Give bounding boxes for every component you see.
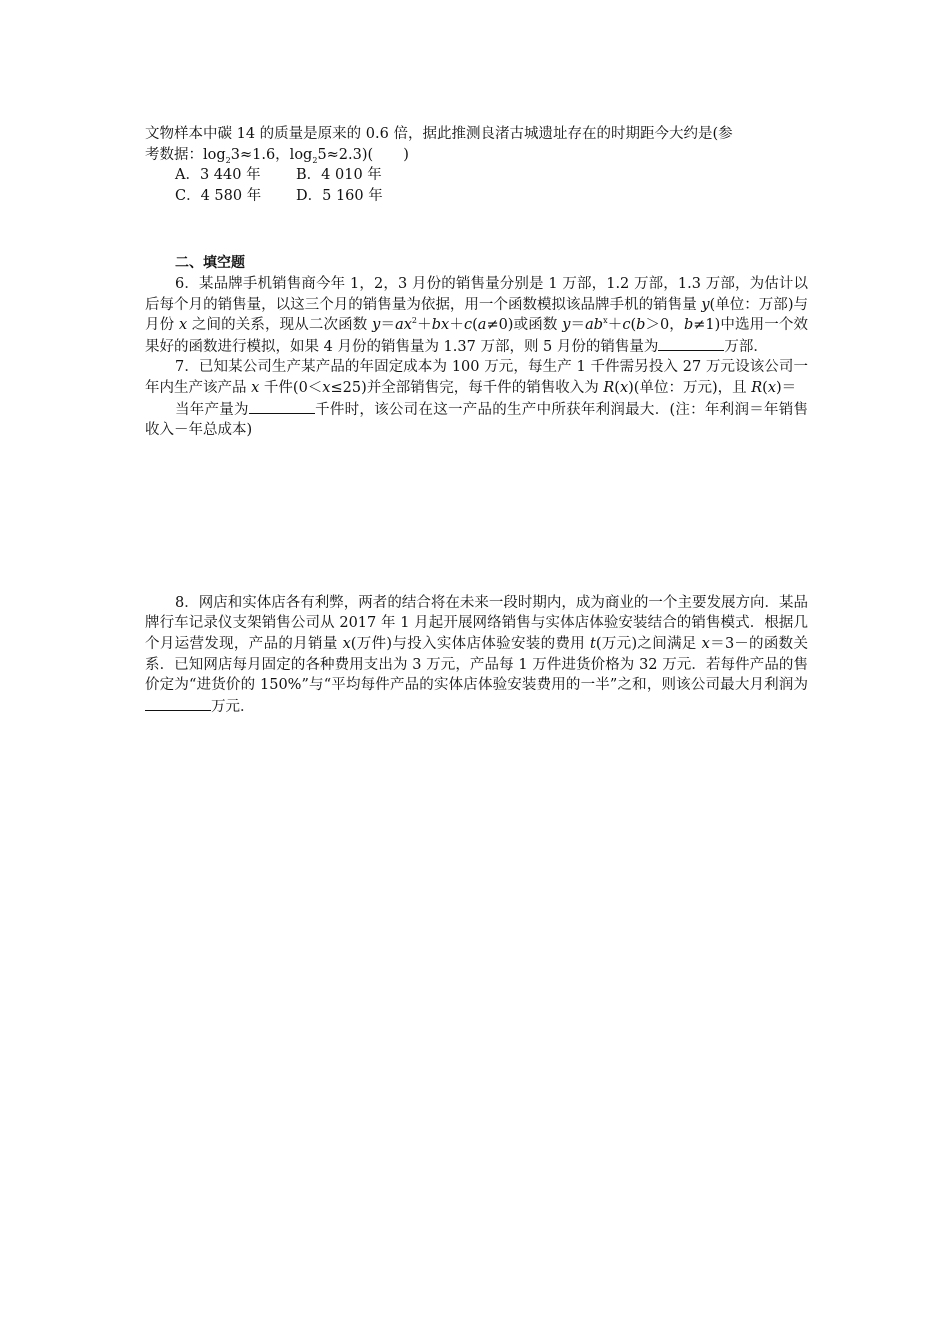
exponent: x bbox=[603, 316, 608, 326]
q7-text: ( bbox=[762, 379, 768, 396]
math-var: R bbox=[751, 379, 763, 396]
math-var: x bbox=[178, 317, 188, 334]
log-base: 2 bbox=[225, 155, 231, 165]
section-title: 二、填空题 bbox=[175, 255, 245, 272]
q5-text: 3≈1.6，log bbox=[230, 146, 313, 163]
exponent: 2 bbox=[411, 316, 418, 326]
q8-text: (万元)之间满足 bbox=[595, 635, 702, 652]
log-base: 2 bbox=[312, 155, 318, 165]
option-b: B．4 010 年 bbox=[296, 167, 382, 184]
math-var: x bbox=[251, 379, 260, 396]
q8-text: 8．网店和实体店各有利弊，两者的结合将在未来一段时期内，成为商业的一个主要发展方向．某品牌行车记录仪支架销售公司从 2017 年 1 月起开展网络销售与实体店体验安装结合的销售模式．根据几个月运营发现，产品的月销量 bbox=[145, 594, 808, 652]
q5-choices-row1 bbox=[145, 165, 808, 186]
q6-text: ( bbox=[630, 317, 637, 334]
q5-text: 考数据：log bbox=[145, 146, 226, 163]
math-var: b bbox=[636, 317, 646, 334]
math-var: x bbox=[767, 379, 777, 396]
answer-blank bbox=[658, 336, 724, 351]
math-var: x bbox=[322, 379, 331, 396]
question-6 bbox=[145, 274, 808, 357]
q6-text: ＋ bbox=[449, 317, 464, 334]
q8-text: (万件)与投入实体店体验安装的费用 bbox=[350, 635, 590, 652]
answer-blank bbox=[249, 399, 315, 414]
q6-text: ＝ bbox=[380, 317, 396, 334]
q6-text: (单位：万部)与月份 bbox=[145, 296, 808, 334]
q6-text: ＝ bbox=[570, 317, 586, 334]
q7-text: 千件(0＜ bbox=[259, 379, 323, 396]
q6-text: ≠1)中选用一个效果好的函数进行模拟，如果 4 月份的销售量为 1.37 万部，则 5 月份的销售量为 bbox=[145, 317, 809, 355]
q7-text: )＝ bbox=[776, 379, 797, 396]
q6-text: 万部． bbox=[724, 338, 768, 355]
q7-text: 7．已知某公司生产某产品的年固定成本为 100 万元，每生产 1 千件需另投入 27 万元设该公司一年内生产该产品 bbox=[145, 359, 808, 396]
q5-text: 5≈2.3)( bbox=[317, 146, 374, 163]
math-var: y bbox=[562, 317, 571, 334]
math-var: x bbox=[619, 379, 629, 396]
option-d: D．5 160 年 bbox=[296, 187, 383, 204]
q7-text: ≤25)并全部销售完，每千件的销售收入为 bbox=[330, 379, 604, 396]
q5-choices-row2 bbox=[145, 186, 808, 207]
option-a: A．3 440 年 bbox=[175, 167, 261, 184]
q7-text: 千件时，该公司在这一产品的生产中所获年利润最大．(注：年利润＝年销售收入－年总成本) bbox=[145, 401, 808, 439]
question-8 bbox=[145, 593, 808, 718]
math-var: a bbox=[477, 317, 487, 334]
q6-text: ＋ bbox=[417, 317, 432, 334]
math-var: ax bbox=[395, 317, 412, 334]
blank-space bbox=[145, 441, 808, 593]
q5-text-line1: 文物样本中碳 14 的质量是原来的 0.6 倍，据此推测良渚古城遗址存在的时期距今大约是(参 bbox=[145, 126, 733, 142]
question-7-continued bbox=[145, 399, 808, 441]
q7-text: 当年产量为 bbox=[175, 401, 249, 418]
math-var: ab bbox=[585, 317, 604, 334]
q8-text: ＝3－的函数关系．已知网店每月固定的各种费用支出为 3 万元，产品每 1 万件进货价格为 32 万元．若每件产品的售价定为“进货价的 150%”与“平均每件产品的实体店体验安装费用的一半”之和，则该公司最大月利润为 bbox=[145, 635, 808, 694]
math-var: bx bbox=[431, 317, 450, 334]
q7-text: ( bbox=[614, 379, 620, 396]
math-var: c bbox=[463, 317, 473, 334]
question-5-stem bbox=[145, 124, 808, 165]
math-var: x bbox=[342, 635, 351, 652]
math-var: y bbox=[372, 317, 381, 334]
q5-text: ) bbox=[403, 146, 409, 163]
question-7 bbox=[145, 357, 808, 398]
q6-text: ＞0， bbox=[645, 317, 684, 334]
q6-text: ≠0)或函数 bbox=[486, 317, 563, 334]
math-var: t bbox=[590, 635, 596, 652]
q7-text: )(单位：万元)，且 bbox=[628, 379, 752, 396]
q6-text: 之间的关系，现从二次函数 bbox=[187, 317, 373, 334]
math-var: x bbox=[701, 635, 710, 652]
q6-text: 6．某品牌手机销售商今年 1，2，3 月份的销售量分别是 1 万部，1.2 万部，1.3 万部，为估计以后每个月的销售量，以这三个月的销售量为依据，用一个函数模拟该品牌手机的销售量 bbox=[145, 275, 808, 313]
option-c: C．4 580 年 bbox=[175, 187, 262, 204]
document-page bbox=[145, 124, 808, 717]
math-var: R bbox=[603, 379, 615, 396]
q6-text: ＋ bbox=[607, 317, 623, 334]
math-var: b bbox=[683, 317, 694, 334]
math-var: y bbox=[701, 296, 710, 313]
answer-blank bbox=[145, 696, 211, 711]
q6-text: ( bbox=[472, 317, 478, 334]
q8-text: 万元． bbox=[211, 698, 255, 715]
math-var: c bbox=[622, 317, 631, 334]
